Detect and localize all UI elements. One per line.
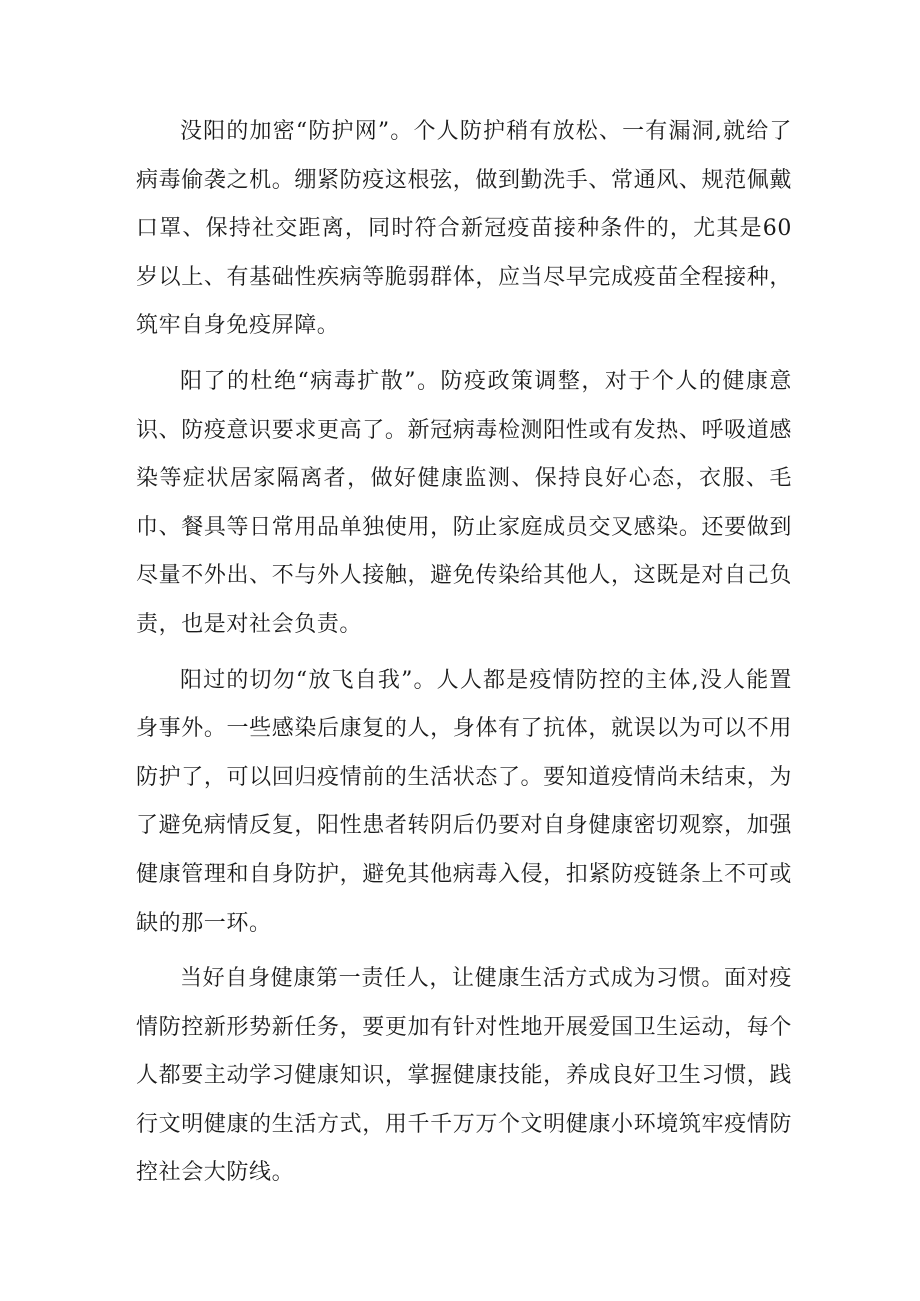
paragraph-recovered-caution: 阳过的切勿“放飞自我”。人人都是疫情防控的主体,没人能置身事外。一些感染后康复的人，身体有了抗体，就误以为可以不用防护了，可以回归疫情前的生活状态了。要知道疫情尚未结束，为了避免病情反复，阳性患者转阴后仍要对自身健康密切观察，加强健康管理和自身防护，避免其他病毒入侵，扣紧防疫链条上不可或缺的那一环。 <box>136 667 792 936</box>
paragraph-health-responsibility: 当好自身健康第一责任人，让健康生活方式成为习惯。面对疫情防控新形势新任务，要更加有针对性地开展爱国卫生运动，每个人都要主动学习健康知识，掌握健康技能，养成良好卫生习惯，践行文明健康的生活方式，用千千万万个文明健康小环境筑牢疫情防控社会大防线。 <box>136 966 792 1186</box>
paragraph-unvaccinated-protection: 没阳的加密“防护网”。个人防护稍有放松、一有漏洞,就给了病毒偷袭之机。绷紧防疫这根弦，做到勤洗手、常通风、规范佩戴口罩、保持社交距离，同时符合新冠疫苗接种条件的，尤其是60岁以上、有基础性疾病等脆弱群体，应当尽早完成疫苗全程接种，筑牢自身免疫屏障。 <box>136 119 792 339</box>
document-body <box>136 108 792 1205</box>
paragraph-positive-isolation: 阳了的杜绝“病毒扩散”。防疫政策调整，对于个人的健康意识、防疫意识要求更高了。新冠病毒检测阳性或有发热、呼吸道感染等症状居家隔离者，做好健康监测、保持良好心态，衣服、毛巾、餐具等日常用品单独使用，防止家庭成员交叉感染。还要做到尽量不外出、不与外人接触，避免传染给其他人，这既是对自己负责，也是对社会负责。 <box>136 368 792 637</box>
